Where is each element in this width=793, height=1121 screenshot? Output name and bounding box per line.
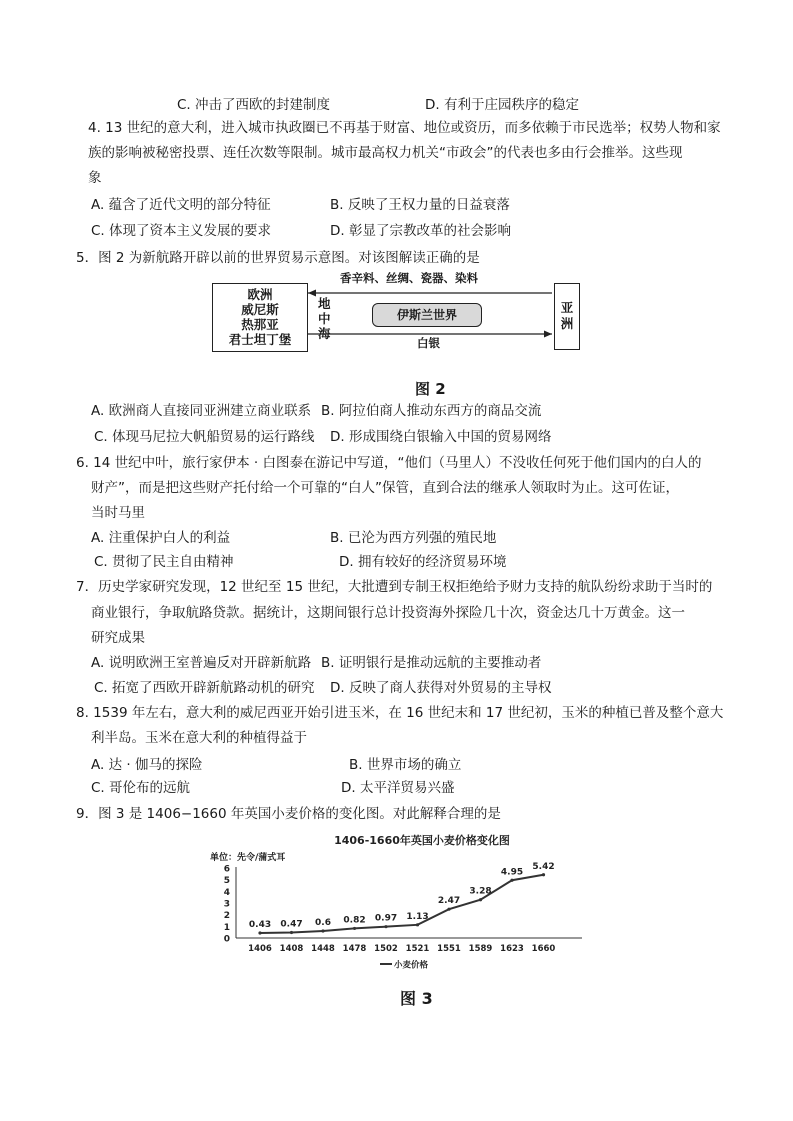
- data-point: [479, 898, 482, 901]
- data-point: [542, 873, 545, 876]
- figure-2-caption: 图 2: [415, 380, 446, 398]
- y-tick-label: 3: [223, 899, 230, 910]
- data-label: 0.82: [343, 915, 366, 926]
- y-tick-label: 0: [223, 934, 230, 945]
- top-arrow-label: 香辛料、丝绸、瓷器、染料: [340, 271, 478, 285]
- trade-arrows: [212, 272, 582, 354]
- wheat-price-chart: [210, 830, 592, 972]
- legend-label: 小麦价格: [394, 960, 429, 971]
- x-tick-label: 1589: [468, 944, 493, 954]
- bottom-arrow-label: 白银: [417, 336, 440, 350]
- data-point: [416, 923, 419, 926]
- q4-option-c: C. 体现了资本主义发展的要求: [91, 223, 272, 239]
- q8-stem-line2: 利半岛。玉米在意大利的种植得益于: [91, 730, 307, 746]
- q6-stem-line3: 当时马里: [91, 505, 145, 521]
- x-tick-label: 1660: [531, 944, 556, 954]
- q4-stem-line2: 族的影响被秘密投票、连任次数等限制。城市最高权力机关“市政会”的代表也多由行会推举。这些现: [88, 145, 683, 161]
- q7-option-a: A. 说明欧洲王室普遍反对开辟新航路: [91, 655, 312, 671]
- sea-char: 海: [318, 326, 331, 341]
- q4-stem-line3: 象: [88, 170, 102, 186]
- q6-stem-line1: 6. 14 世纪中叶，旅行家伊本 · 白图泰在游记中写道，“他们（马里人）不没收任何死于他们国内的白人的: [76, 455, 702, 471]
- data-point: [510, 879, 513, 882]
- data-point: [447, 908, 450, 911]
- q7-option-d: D. 反映了商人获得对外贸易的主导权: [330, 680, 552, 696]
- y-axis-ticks: [224, 865, 230, 945]
- q6-stem-line2: 财产”，而是把这些财产托付给一个可靠的“白人”保管，直到合法的继承人领取时为止。这可佐证，: [91, 480, 679, 496]
- data-points: [249, 862, 555, 935]
- x-tick-label: 1406: [248, 944, 272, 954]
- q3-option-d: D. 有利于庄园秩序的稳定: [425, 97, 579, 113]
- data-label: 0.43: [248, 919, 272, 930]
- q9-stem: 9．图 3 是 1406−1660 年英国小麦价格的变化图。对此解释合理的是: [76, 806, 501, 822]
- q5-option-a: A. 欧洲商人直接同亚洲建立商业联系: [91, 403, 312, 419]
- arrowhead-east: [544, 331, 552, 338]
- q7-option-b: B. 证明银行是推动远航的主要推动者: [321, 655, 542, 671]
- data-label: 0.47: [280, 919, 303, 930]
- data-label: 1.13: [406, 911, 429, 922]
- q7-stem-line3: 研究成果: [91, 630, 145, 646]
- x-tick-label: 1502: [374, 944, 398, 954]
- islamic-world-label: 伊斯兰世界: [396, 308, 457, 322]
- data-label: 0.6: [315, 918, 331, 928]
- data-point: [290, 931, 293, 934]
- data-point: [384, 925, 387, 928]
- x-axis-labels: [248, 944, 555, 954]
- x-tick-label: 1448: [311, 944, 335, 954]
- x-tick-label: 1408: [279, 944, 304, 954]
- sea-char: 地: [318, 296, 331, 311]
- q6-option-b: B. 已沦为西方列强的殖民地: [330, 530, 497, 546]
- q4-option-b: B. 反映了王权力量的日益衰落: [330, 197, 510, 213]
- europe-line: 热那亚: [241, 317, 279, 332]
- data-label: 3.28: [469, 886, 492, 897]
- q8-stem-line1: 8. 1539 年左右，意大利的威尼西亚开始引进玉米，在 16 世纪末和 17 世纪初，玉米的种植已普及整个意大: [76, 705, 724, 721]
- data-label: 4.95: [500, 867, 524, 878]
- figure-3-caption: 图 3: [400, 989, 433, 1008]
- q5-option-b: B. 阿拉伯商人推动东西方的商品交流: [321, 403, 542, 419]
- q7-option-c: C. 拓宽了西欧开辟新航路动机的研究: [94, 680, 315, 696]
- q7-stem-line2: 商业银行，争取航路贷款。据统计，这期间银行总计投资海外探险几十次，资金达几十万黄金。这一: [91, 605, 685, 621]
- q4-option-a: A. 蕴含了近代文明的部分特征: [91, 197, 271, 213]
- q6-option-d: D. 拥有较好的经济贸易环境: [339, 554, 507, 570]
- q8-option-d: D. 太平洋贸易兴盛: [341, 780, 455, 796]
- y-tick-label: 1: [223, 922, 230, 933]
- q5-option-c: C. 体现马尼拉大帆船贸易的运行路线: [94, 429, 315, 445]
- europe-line: 欧洲: [247, 287, 273, 302]
- q6-option-a: A. 注重保护白人的利益: [91, 530, 231, 546]
- q4-stem-line1: 4. 13 世纪的意大利，进入城市执政圈已不再基于财富、地位或资历，而多依赖于市民选举；权势人物和家: [88, 120, 721, 136]
- chart-title: 1406-1660年英国小麦价格变化图: [334, 834, 510, 847]
- q8-option-b: B. 世界市场的确立: [349, 757, 462, 773]
- x-tick-label: 1551: [437, 944, 461, 954]
- q7-stem-line1: 7．历史学家研究发现，12 世纪至 15 世纪，大批遭到专制王权拒绝给予财力支持的航队纷纷求助于当时的: [76, 579, 713, 595]
- q5-option-d: D. 形成围绕白银输入中国的贸易网络: [330, 429, 552, 445]
- q3-option-c: C. 冲击了西欧的封建制度: [177, 97, 331, 113]
- q5-stem: 5．图 2 为新航路开辟以前的世界贸易示意图。对该图解读正确的是: [76, 250, 480, 266]
- figure-2-trade-diagram: [212, 272, 582, 354]
- asia-char: 亚: [560, 300, 574, 315]
- europe-line: 君士坦丁堡: [228, 332, 292, 347]
- y-tick-label: 2: [223, 911, 230, 922]
- data-label: 2.47: [437, 896, 461, 907]
- data-point: [353, 927, 356, 930]
- data-label: 5.42: [532, 861, 555, 872]
- y-tick-label: 4: [223, 887, 230, 898]
- q4-option-d: D. 彰显了宗教改革的社会影响: [330, 223, 511, 239]
- y-tick-label: 6: [223, 864, 230, 875]
- x-tick-label: 1478: [342, 944, 367, 954]
- x-tick-label: 1623: [500, 944, 524, 954]
- q8-option-c: C. 哥伦布的远航: [91, 780, 191, 796]
- asia-char: 洲: [560, 316, 574, 331]
- x-tick-label: 1521: [405, 944, 430, 954]
- sea-char: 中: [318, 311, 331, 326]
- q6-option-c: C. 贯彻了民主自由精神: [94, 554, 234, 570]
- data-point: [321, 929, 324, 932]
- data-point: [258, 931, 261, 934]
- y-tick-label: 5: [223, 876, 230, 887]
- q8-option-a: A. 达 · 伽马的探险: [91, 757, 203, 773]
- data-label: 0.97: [374, 913, 398, 924]
- arrowhead-west: [308, 290, 316, 297]
- y-axis-unit-label: 单位：先令/蒲式耳: [210, 853, 286, 863]
- europe-line: 威尼斯: [241, 302, 279, 317]
